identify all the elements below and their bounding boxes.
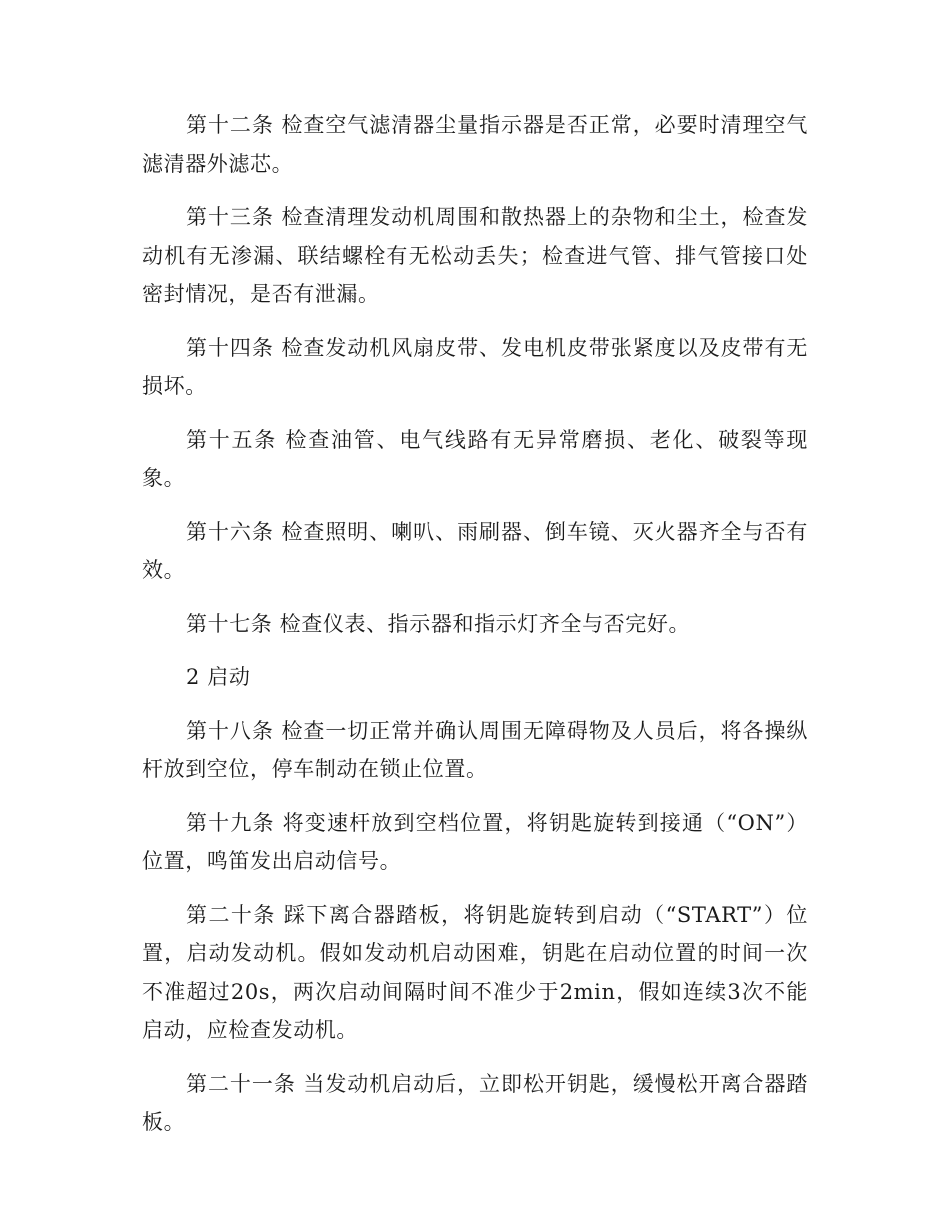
paragraph-article-14: 第十四条 检查发动机风扇皮带、发电机皮带张紧度以及皮带有无损坏。 <box>142 335 808 398</box>
paragraph-article-17: 第十七条 检查仪表、指示器和指示灯齐全与否完好。 <box>186 611 691 636</box>
paragraph-article-16: 第十六条 检查照明、喇叭、雨刷器、倒车镜、灭火器齐全与否有效。 <box>142 519 808 582</box>
section-heading-start: 2 启动 <box>186 665 251 689</box>
paragraph-article-12: 第十二条 检查空气滤清器尘量指示器是否正常，必要时清理空气滤清器外滤芯。 <box>142 113 808 176</box>
paragraph-article-21: 第二十一条 当发动机启动后，立即松开钥匙，缓慢松开离合器踏板。 <box>142 1071 808 1134</box>
paragraph-article-18: 第十八条 检查一切正常并确认周围无障碍物及人员后，将各操纵杆放到空位，停车制动在锁止位置。 <box>142 718 808 781</box>
paragraph-article-20: 第二十条 踩下离合器踏板，将钥匙旋转到启动（“START”）位置，启动发动机。假如发动机启动困难，钥匙在启动位置的时间一次不准超过20s，两次启动间隔时间不准少于2min，假如连续3次不能启动，应检查发动机。 <box>142 902 808 1042</box>
paragraph-article-15: 第十五条 检查油管、电气线路有无异常磨损、老化、破裂等现象。 <box>142 427 808 490</box>
document-body <box>142 106 808 1142</box>
paragraph-article-13: 第十三条 检查清理发动机周围和散热器上的杂物和尘土，检查发动机有无渗漏、联结螺栓有无松动丢失；检查进气管、排气管接口处密封情况，是否有泄漏。 <box>142 205 808 306</box>
paragraph-article-19: 第十九条 将变速杆放到空档位置，将钥匙旋转到接通（“ON”）位置，鸣笛发出启动信号。 <box>142 810 808 873</box>
